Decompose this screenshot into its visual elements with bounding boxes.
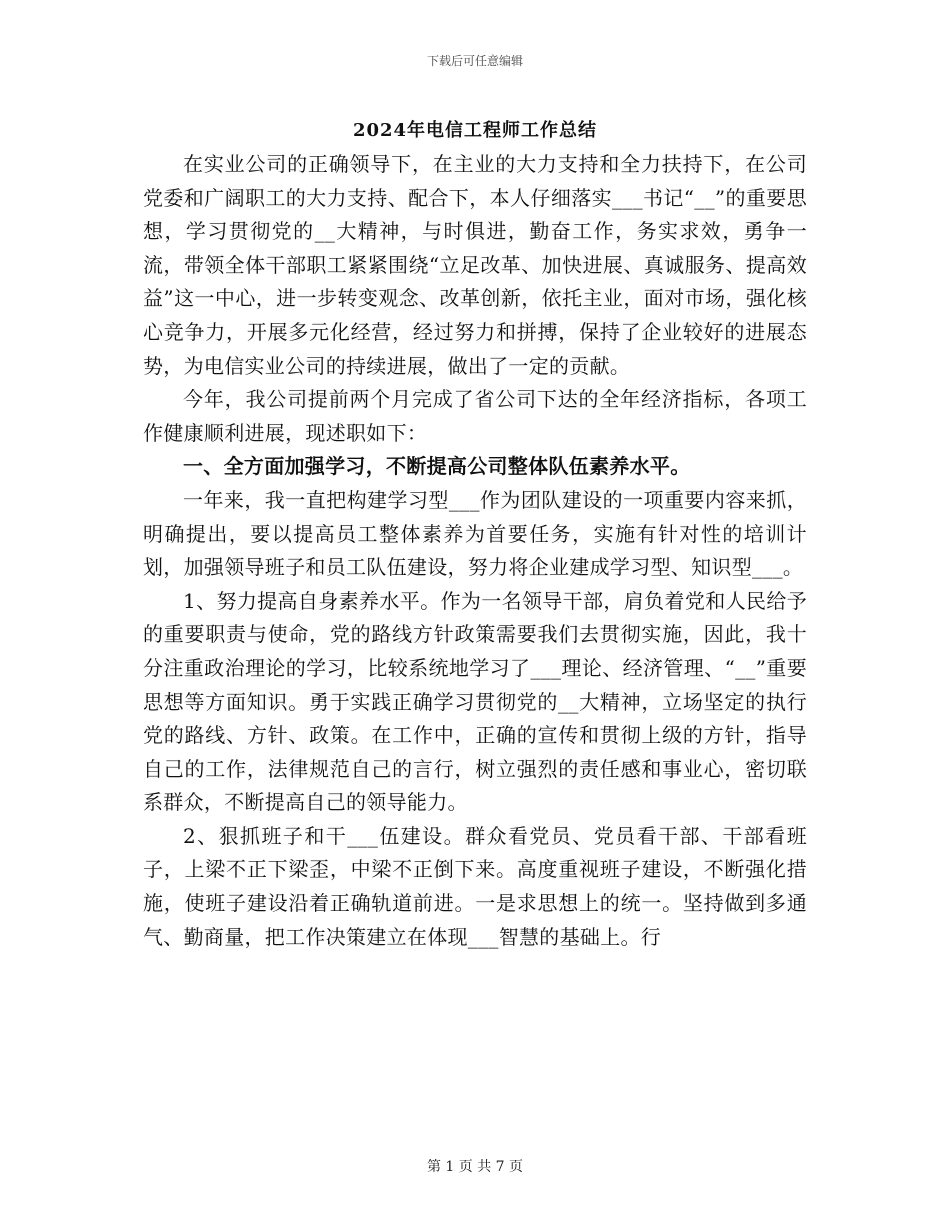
document-title: 2024年电信工程师工作总结 bbox=[352, 120, 598, 141]
paragraph-team-building: 2、狠抓班子和干___伍建设。群众看党员、党员看干部、干部看班子，上梁不正下梁歪，中梁不正倒下来。高度重视班子建设，不断强化措施，使班子建设沿着正确轨道前进。一是求思想上的统一。坚持做到多通气、勤商量，把工作决策建立在体现___智慧的基础上。行 bbox=[143, 823, 807, 949]
section-heading-1: 一、全方面加强学习，不断提高公司整体队伍素养水平。 bbox=[183, 454, 691, 479]
paragraph-intro: 在实业公司的正确领导下，在主业的大力支持和全力扶持下，在公司党委和广阔职工的大力支持、配合下，本人仔细落实___书记“__”的重要思想，学习贯彻党的__大精神，与时俱进，勤奋工作，务实求效，勇争一流，带领全体干部职工紧紧围绕“立足改革、加快进展、真诚服务、提高效益”这一中心，进一步转变观念、改革创新，依托主业，面对市场，强化核心竞争力，开展多元化经营，经过努力和拼搏，保持了企业较好的进展态势，为电信实业公司的持续进展，做出了一定的贡献。 bbox=[143, 152, 807, 378]
paragraph-learning-org: 一年来，我一直把构建学习型___作为团队建设的一项重要内容来抓，明确提出，要以提高员工整体素养为首要任务，实施有针对性的培训计划，加强领导班子和员工队伍建设，努力将企业建成学习型、知识型___。 bbox=[143, 487, 807, 580]
paragraph-summary: 今年，我公司提前两个月完成了省公司下达的全年经济指标，各项工作健康顺利进展，现述职如下： bbox=[143, 387, 807, 445]
page-number: 第 1 页 共 7 页 bbox=[426, 1159, 524, 1175]
page-header-note: 下载后可任意编辑 bbox=[426, 54, 523, 68]
paragraph-self-improvement: 1、努力提高自身素养水平。作为一名领导干部，肩负着党和人民给予的重要职责与使命，党的路线方针政策需要我们去贯彻实施，因此，我十分注重政治理论的学习，比较系统地学习了___理论、经济管理、“__”重要思想等方面知识。勇于实践正确学习贯彻党的__大精神，立场坚定的执行党的路线、方针、政策。在工作中，正确的宣传和贯彻上级的方针，指导自己的工作，法律规范自己的言行，树立强烈的责任感和事业心，密切联系群众，不断提高自己的领导能力。 bbox=[143, 588, 807, 815]
document-body bbox=[143, 148, 807, 954]
